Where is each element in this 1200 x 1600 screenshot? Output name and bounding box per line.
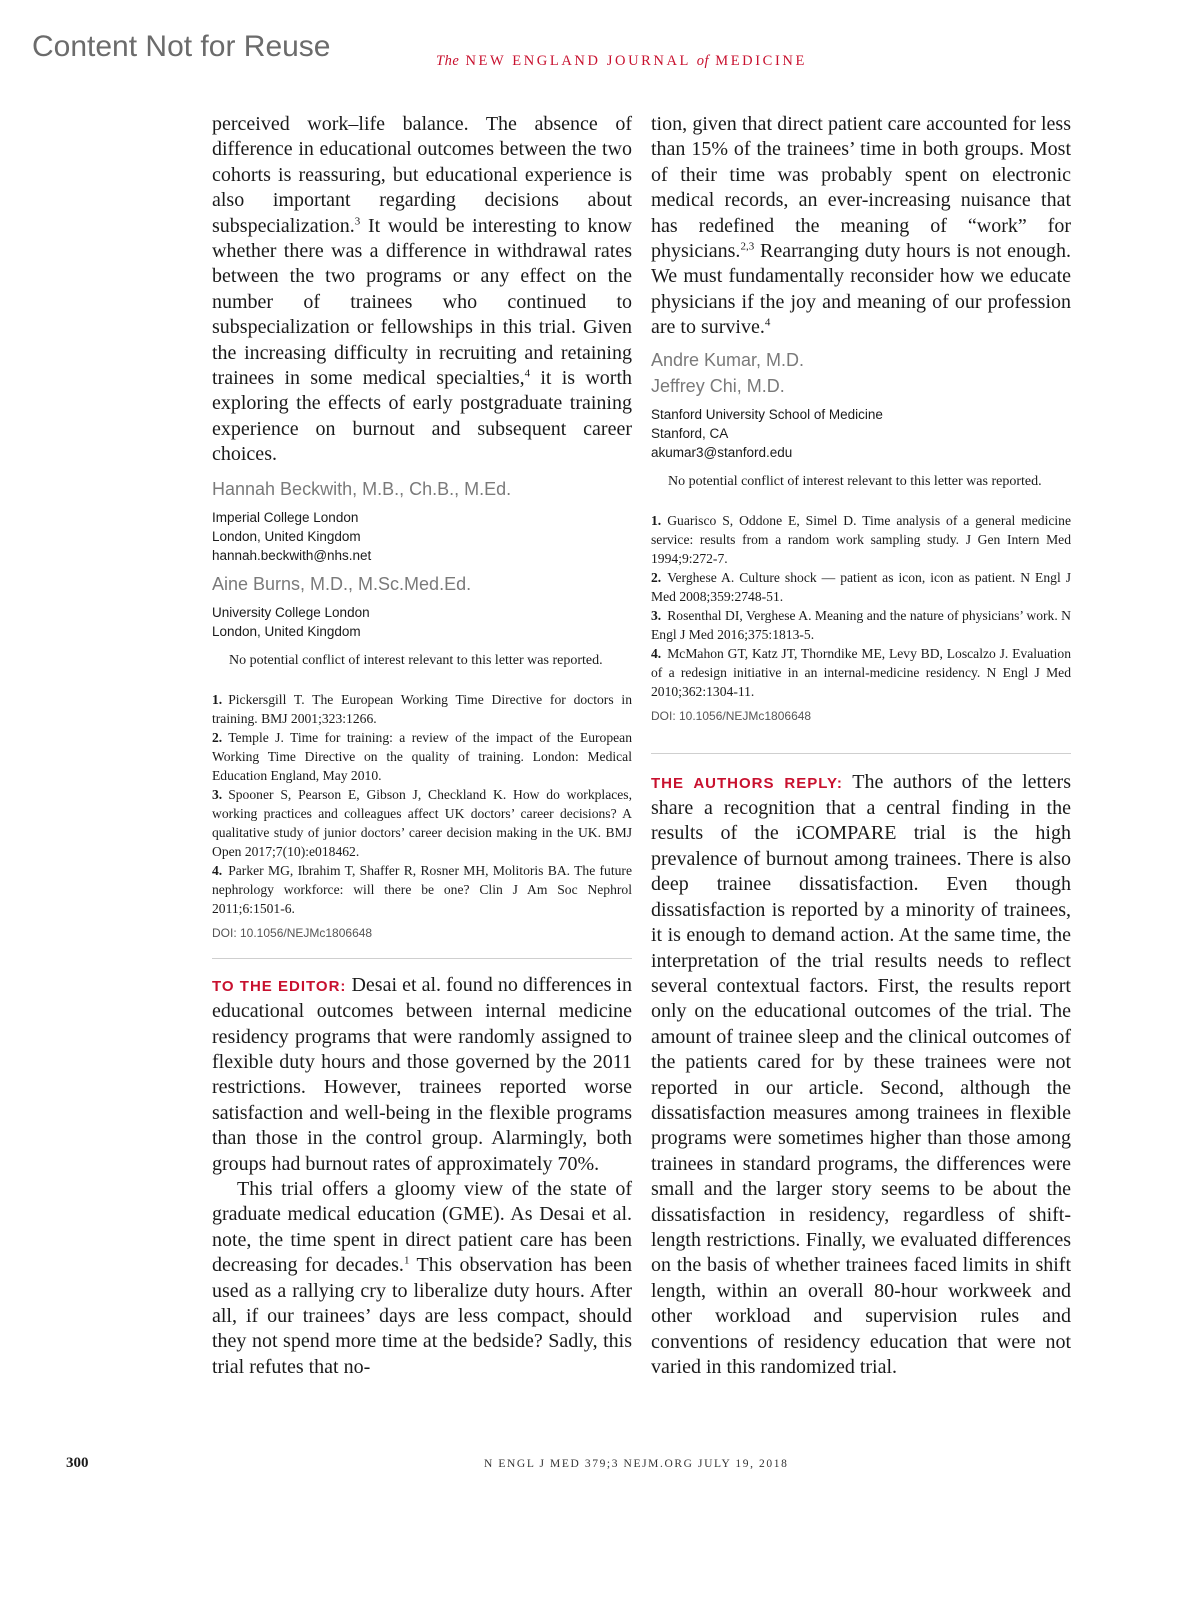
left-para1b-text: It would be interesting to know whether there was a difference in withdrawal rates between the two programs or any effect on the number of trainees who continued to subspecialization or fellowships in this trial. Given the increasing difficulty in recruiting and retaining trainees in some medical specialties, — [212, 214, 632, 390]
reference-number: 4. — [651, 645, 662, 661]
author-name: Aine Burns, M.D., M.Sc.Med.Ed. — [212, 573, 472, 594]
reference-item — [212, 690, 632, 728]
citation-sup: 2,3 — [740, 240, 755, 253]
reference-list — [651, 511, 1071, 701]
author-name: Hannah Beckwith, M.B., Ch.B., M.Ed. — [212, 478, 512, 499]
right-para1-text: tion, given that direct patient care accounted for less than 15% of the trainees’ time in both groups. Most of their time was probably spent on electronic medical records, an ever-increasing nuisance that has redefined the meaning of “work” for physicians. — [651, 113, 1071, 263]
reply-lead: THE AUTHORS REPLY: — [651, 774, 843, 792]
reference-item — [651, 511, 1071, 568]
citation-sup: 1 — [403, 1254, 410, 1267]
author-name: Andre Kumar, M.D. — [651, 349, 805, 370]
reference-number: 1. — [212, 691, 223, 707]
reference-number: 2. — [651, 569, 662, 585]
journal-the: The — [436, 53, 460, 69]
reference-item — [212, 728, 632, 785]
editor-text: This trial offers a gloomy view of the state of graduate medical education (GME). As Desai et al. note, the time spent in direct patient care has been decreasing for decades. — [212, 1177, 632, 1277]
reference-text: Rosenthal DI, Verghese A. Meaning and the nature of physicians’ work. N Engl J Med 2016;375:1813-5. — [651, 607, 1071, 642]
author-affiliation: Stanford University School of Medicine — [651, 406, 883, 422]
right-column — [651, 112, 1071, 1380]
journal-header — [436, 53, 807, 70]
page-number: 300 — [66, 1455, 89, 1471]
reference-number: 3. — [212, 786, 223, 802]
reference-item — [212, 785, 632, 861]
editor-lead: TO THE EDITOR: — [212, 977, 347, 995]
author-location: London, United Kingdom — [212, 623, 361, 639]
footer-citation: N ENGL J MED 379;3 NEJM.ORG JULY 19, 2018 — [484, 1458, 789, 1470]
right-para1b-text: Rearranging duty hours is not enough. We must fundamentally reconsider how we educate physicians if the joy and meaning of our profession are to survive. — [651, 240, 1071, 339]
author-email[interactable]: hannah.beckwith@nhs.net — [212, 547, 372, 563]
left-para1c-text: it is worth exploring the effects of early postgraduate training experience on burnout and subsequent career choices. — [212, 367, 632, 466]
authors-reply-paragraph — [651, 770, 1071, 1381]
reference-list — [212, 690, 632, 918]
left-column — [212, 112, 632, 1380]
right-paragraph-1 — [651, 112, 1071, 341]
author-location: Stanford, CA — [651, 425, 729, 441]
reference-text: McMahon GT, Katz JT, Thorndike ME, Levy BD, Loscalzo J. Evaluation of a redesign initiative in an internal-medicine residency. N Engl J Med 2010;362:1304-11. — [651, 645, 1071, 699]
author-affiliation: University College London — [212, 604, 370, 620]
conflict-of-interest: No potential conflict of interest relevant to this letter was reported. — [668, 473, 1042, 489]
journal-name-2: MEDICINE — [715, 53, 807, 69]
journal-name-1: NEW ENGLAND JOURNAL — [465, 53, 691, 69]
reference-text: Guarisco S, Oddone E, Simel D. Time analysis of a general medicine service: results from a random work sampling study. J Gen Intern Med 1994;9:272-7. — [651, 512, 1071, 566]
reference-text: Temple J. Time for training: a review of the impact of the European Working Time Directive on the quality of training. London: Medical Education England, May 2010. — [212, 729, 632, 783]
left-para1-text: perceived work–life balance. The absence of difference in educational outcomes between the two cohorts is reassuring, but educational experience is also important regarding decisions about subspecialization. — [212, 113, 632, 237]
editor-text: This observation has been used as a rallying cry to liberalize duty hours. After all, if our trainees’ days are less compact, should they not spend more time at the bedside? Sadly, this trial refutes that no- — [212, 1254, 632, 1378]
conflict-of-interest: No potential conflict of interest relevant to this letter was reported. — [229, 652, 603, 668]
reference-number: 2. — [212, 729, 223, 745]
reference-text: Pickersgill T. The European Working Time Directive for doctors in training. BMJ 2001;323:1266. — [212, 691, 632, 726]
citation-sup: 4 — [764, 316, 771, 329]
author-name: Jeffrey Chi, M.D. — [651, 375, 785, 396]
author-affiliation: Imperial College London — [212, 509, 359, 525]
journal-of: of — [696, 53, 709, 69]
doi-link[interactable]: DOI: 10.1056/NEJMc1806648 — [212, 925, 373, 940]
reference-item — [651, 568, 1071, 606]
author-location: London, United Kingdom — [212, 528, 361, 544]
editor-text: Desai et al. found no differences in educational outcomes between internal medicine residency programs that were randomly assigned to flexible duty hours and those governed by the 2011 restrictions. However, trainees reported worse satisfaction and well-being in the flexible programs than those in the control group. Alarmingly, both groups had burnout rates of approximately 70%. — [212, 973, 632, 1175]
author-email[interactable]: akumar3@stanford.edu — [651, 444, 793, 460]
doi-link[interactable]: DOI: 10.1056/NEJMc1806648 — [651, 708, 812, 723]
reference-text: Verghese A. Culture shock — patient as icon, icon as patient. N Engl J Med 2008;359:2748-51. — [651, 569, 1071, 604]
reference-item — [651, 606, 1071, 644]
citation-sup: 3 — [354, 214, 361, 227]
reference-item — [651, 644, 1071, 701]
left-paragraph-1 — [212, 112, 632, 468]
reference-number: 3. — [651, 607, 662, 623]
reference-item — [212, 861, 632, 918]
reference-text: Parker MG, Ibrahim T, Shaffer R, Rosner MH, Molitoris BA. The future nephrology workforce: will there be one? Clin J Am Soc Nephrol 2011;6:1501-6. — [212, 862, 632, 916]
reference-number: 1. — [651, 512, 662, 528]
citation-sup: 4 — [524, 367, 531, 380]
editor-letter-paragraph-2 — [212, 1177, 632, 1380]
reply-text: The authors of the letters share a recognition that a central finding in the results of the iCOMPARE trial is the high prevalence of burnout among trainees. There is also deep trainee dissatisfaction. Even though dissatisfaction is reported by a minority of trainees, it is enough to demand action. At the same time, the interpretation of the trial results needs to reflect several contextual factors. First, the results report only on the educational outcomes of the trial. The amount of trainee sleep and the clinical outcomes of the patients cared for by these trainees were not reported in our article. Second, although the dissatisfaction measures among trainees in flexible programs were sometimes higher than those among trainees in standard programs, the differences were small and the larger story seems to be about the dissatisfaction in residency, regardless of shift-length restrictions. Finally, we evaluated differences on the basis of whether trainees faced limits in shift length, within an overall 80-hour workweek and other workload and supervision rules and conventions of residency education that were not varied in this randomized trial. — [651, 770, 1071, 1378]
reference-number: 4. — [212, 862, 223, 878]
watermark: Content Not for Reuse — [32, 30, 331, 63]
reference-text: Spooner S, Pearson E, Gibson J, Checkland K. How do workplaces, working practices and colleagues affect UK doctors’ career decisions? A qualitative study of junior doctors’ career decision making in the UK. BMJ Open 2017;7(10):e018462. — [212, 786, 632, 859]
editor-letter-paragraph-1 — [212, 973, 632, 1177]
